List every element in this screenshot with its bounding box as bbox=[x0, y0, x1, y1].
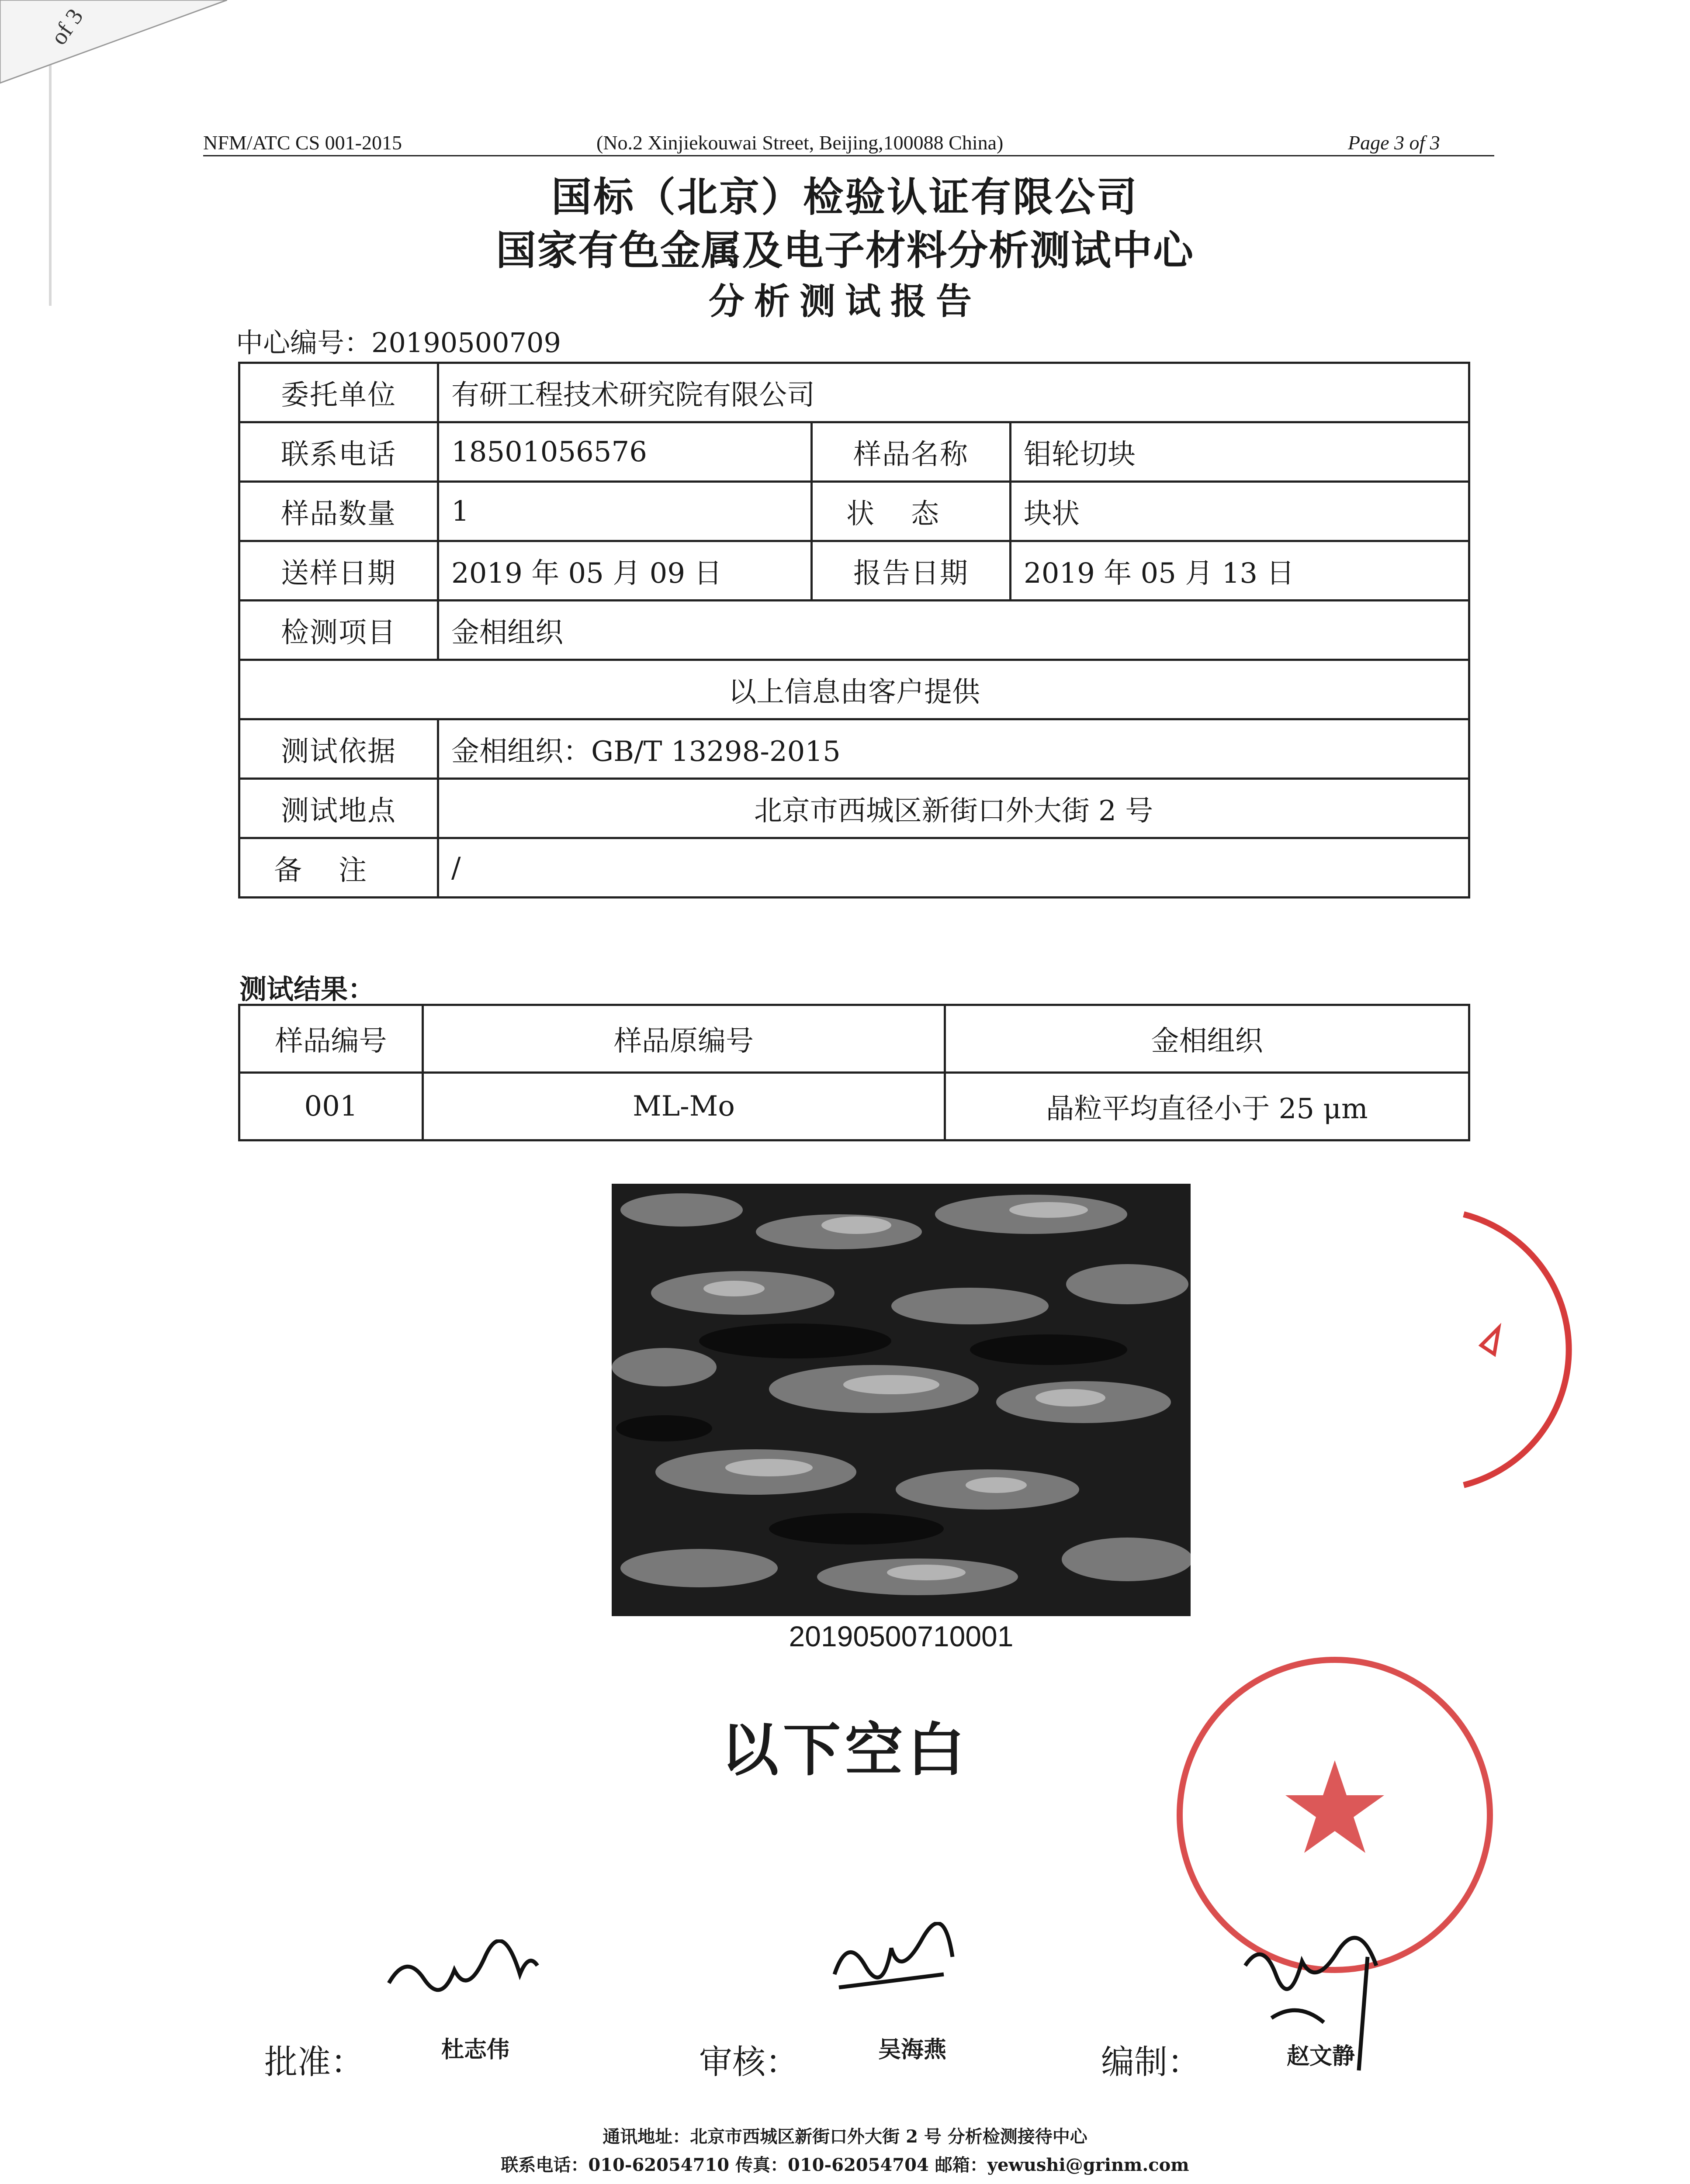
test-item-label: 检测项目 bbox=[239, 601, 438, 660]
results-header: 样品编号 bbox=[239, 1005, 423, 1073]
table-row bbox=[239, 660, 1469, 719]
test-item-value: 金相组织 bbox=[438, 601, 1469, 660]
phone-value: 18501056576 bbox=[438, 422, 812, 482]
sample-name-label: 样品名称 bbox=[812, 422, 1011, 482]
table-row bbox=[239, 363, 1469, 422]
client-value: 有研工程技术研究院有限公司 bbox=[438, 363, 1469, 422]
footer-address: 通讯地址：北京市西城区新街口外大街 2 号 分析检测接待中心 bbox=[603, 2126, 1087, 2147]
footer-contact: 联系电话：010-62054710 传真：010-62054704 邮箱：yewushi@grinm.com bbox=[501, 2155, 1189, 2175]
results-table bbox=[238, 1004, 1470, 1141]
basis-label: 测试依据 bbox=[239, 719, 438, 779]
result-cell: 001 bbox=[239, 1073, 423, 1140]
approver-signature bbox=[384, 1939, 542, 2015]
qty-label: 样品数量 bbox=[239, 482, 438, 541]
corner-fragment-text: of 3 bbox=[45, 3, 88, 50]
lab-address: (No.2 Xinjiekouwai Street, Beijing,100088 China) bbox=[596, 131, 1004, 154]
official-seal-small bbox=[1429, 1206, 1621, 1494]
result-cell: ML-Mo bbox=[423, 1073, 945, 1140]
company-title: 国标（北京）检验认证有限公司 bbox=[551, 174, 1139, 221]
table-row bbox=[239, 482, 1469, 541]
location-label: 测试地点 bbox=[239, 779, 438, 838]
approve-label: 批准： bbox=[264, 2042, 364, 2081]
center-title: 国家有色金属及电子材料分析测试中心 bbox=[495, 227, 1194, 274]
location-value: 北京市西城区新街口外大街 2 号 bbox=[438, 779, 1469, 838]
client-provided-note: 以上信息由客户提供 bbox=[239, 660, 1469, 719]
official-seal-large bbox=[1171, 1651, 1499, 1979]
state-value: 块状 bbox=[1011, 482, 1469, 541]
reviewer-name: 吴海燕 bbox=[878, 2037, 947, 2063]
send-date-label: 送样日期 bbox=[239, 541, 438, 601]
sample-name-value: 钼轮切块 bbox=[1011, 422, 1469, 482]
state-label: 状态 bbox=[812, 482, 1011, 541]
phone-label: 联系电话 bbox=[239, 422, 438, 482]
table-row bbox=[239, 422, 1469, 482]
table-row bbox=[239, 1073, 1469, 1140]
report-date-value: 2019 年 05 月 13 日 bbox=[1011, 541, 1469, 601]
remark-value: / bbox=[438, 838, 1469, 898]
blank-below-note: 以下空白 bbox=[721, 1717, 969, 1784]
result-cell: 晶粒平均直径小于 25 μm bbox=[945, 1073, 1469, 1140]
review-label: 审核： bbox=[699, 2042, 799, 2081]
table-row bbox=[239, 601, 1469, 660]
approver-name: 杜志伟 bbox=[441, 2037, 510, 2063]
info-table bbox=[238, 362, 1470, 898]
results-header-row bbox=[239, 1005, 1469, 1073]
page-number: Page 3 of 3 bbox=[1348, 131, 1440, 154]
micrograph-caption: 20190500710001 bbox=[789, 1620, 1014, 1652]
compiler-name: 赵文静 bbox=[1287, 2043, 1355, 2070]
metallographic-micrograph bbox=[612, 1184, 1191, 1616]
report-title: 分析测试报告 bbox=[708, 281, 981, 322]
reviewer-signature bbox=[830, 1922, 961, 2011]
qty-value: 1 bbox=[438, 482, 812, 541]
report-date-label: 报告日期 bbox=[812, 541, 1011, 601]
table-row bbox=[239, 779, 1469, 838]
compile-label: 编制： bbox=[1101, 2042, 1201, 2081]
basis-value: 金相组织：GB/T 13298-2015 bbox=[438, 719, 1469, 779]
results-header: 金相组织 bbox=[945, 1005, 1469, 1073]
corner-page-fragment bbox=[0, 0, 227, 87]
results-header: 样品原编号 bbox=[423, 1005, 945, 1073]
results-title: 测试结果： bbox=[239, 973, 375, 1005]
center-number: 中心编号：20190500709 bbox=[236, 327, 561, 359]
doc-code: NFM/ATC CS 001-2015 bbox=[203, 131, 402, 154]
table-row bbox=[239, 719, 1469, 779]
remark-label: 备注 bbox=[239, 838, 438, 898]
send-date-value: 2019 年 05 月 09 日 bbox=[438, 541, 812, 601]
table-row bbox=[239, 838, 1469, 898]
header-rule bbox=[203, 155, 1494, 156]
client-label: 委托单位 bbox=[239, 363, 438, 422]
table-row bbox=[239, 541, 1469, 601]
